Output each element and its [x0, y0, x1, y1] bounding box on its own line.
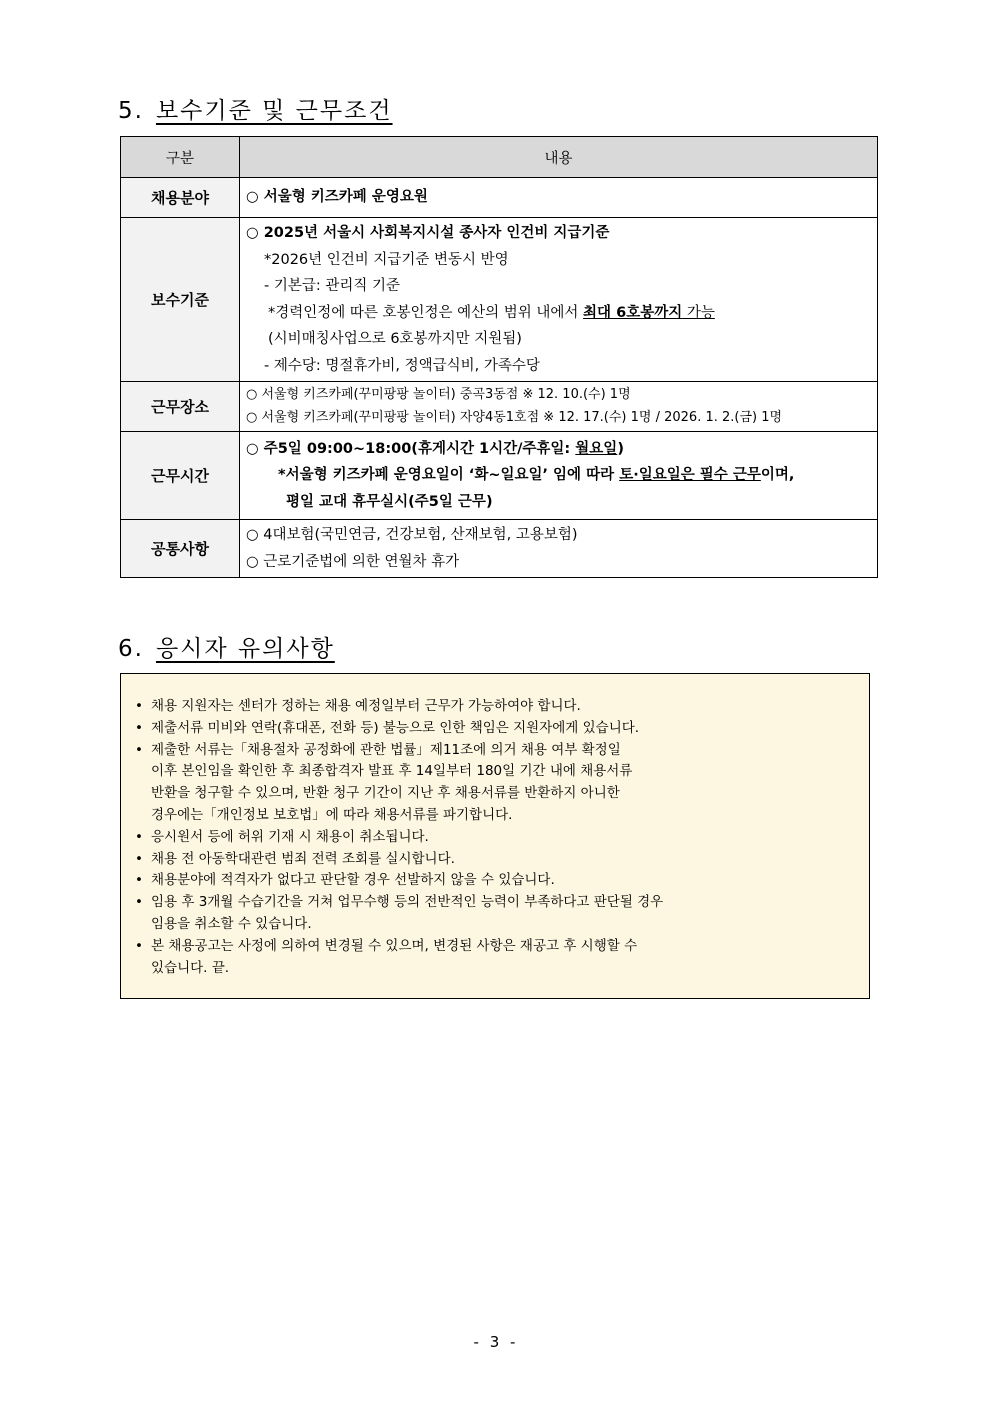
content-text: *경력인정에 따른 호봉인정은 예산의 범위 내에서	[268, 304, 584, 321]
table-row	[121, 218, 878, 382]
emphasis-text: 토·일요일은 필수 근무	[619, 467, 761, 484]
table-row	[121, 178, 878, 218]
bullet-icon: •	[135, 850, 143, 867]
bullet-icon: •	[135, 894, 143, 911]
row-label: 채용분야	[121, 178, 240, 218]
content-text: ○ 주5일 09:00~18:00(휴게시간 1시간/주휴일:	[246, 440, 576, 457]
notice-item	[135, 892, 855, 914]
content-line: *2026년 인건비 지급기준 변동시 반영	[264, 251, 509, 268]
content-line	[246, 300, 871, 327]
bullet-icon: •	[135, 698, 143, 714]
notice-continuation: 있습니다. 끝.	[151, 959, 230, 976]
content-text: 이며,	[760, 467, 795, 484]
notice-item	[135, 718, 855, 740]
notice-text: 채용 지원자는 센터가 정하는 채용 예정일부터 근무가 가능하여야 합니다.	[151, 698, 581, 714]
content-text: )	[617, 440, 624, 457]
content-line: - 기본급: 관리직 기준	[264, 278, 401, 294]
notice-text: 응시원서 등에 허위 기재 시 채용이 취소됩니다.	[151, 828, 429, 845]
row-label: 보수기준	[121, 218, 240, 382]
row-content	[240, 382, 878, 432]
section-number: 5.	[118, 98, 144, 124]
notice-continuation: 반환을 청구할 수 있으며, 반환 청구 기간이 지난 후 채용서류를 반환하지 아니한	[151, 785, 620, 802]
notice-item	[135, 849, 855, 871]
section-number: 6.	[118, 636, 144, 662]
notice-text: 제출한 서류는「채용절차 공정화에 관한 법률」제11조에 의거 채용 여부 확정일	[151, 741, 621, 758]
table-header-row	[121, 137, 878, 178]
section-title: 응시자 유의사항	[155, 636, 335, 662]
bullet-icon: •	[135, 937, 143, 954]
notice-item	[135, 870, 855, 892]
section-5-heading	[118, 92, 393, 125]
content-text: *서울형 키즈카페 운영요일이 ‘화~일요일’ 임에 따라	[278, 467, 620, 484]
content-line: ○ 근로기준법에 의한 연월차 휴가	[246, 553, 460, 570]
row-label: 공통사항	[121, 520, 240, 578]
content-line	[246, 462, 871, 489]
header-category: 구분	[121, 137, 240, 178]
notice-item	[135, 936, 855, 958]
notice-text: 채용 전 아동학대관련 범죄 전력 조회를 실시합니다.	[151, 850, 455, 867]
content-line: - 제수당: 명절휴가비, 정액급식비, 가족수당	[264, 357, 540, 374]
table-row	[121, 432, 878, 520]
row-label: 근무시간	[121, 432, 240, 520]
notice-text: 제출서류 미비와 연락(휴대폰, 전화 등) 불능으로 인한 책임은 지원자에게 있습니다.	[151, 719, 640, 736]
notice-text: 채용분야에 적격자가 없다고 판단할 경우 선발하지 않을 수 있습니다.	[151, 872, 555, 889]
notice-continuation: 임용을 취소할 수 있습니다.	[151, 915, 312, 932]
notice-item	[135, 696, 855, 718]
emphasis-text: 최대 6호봉까지	[583, 304, 683, 321]
section-6-heading	[118, 630, 335, 663]
notice-box	[120, 673, 870, 999]
content-line: (시비매칭사업으로 6호봉까지만 지원됨)	[268, 331, 522, 347]
bullet-icon: •	[135, 741, 143, 758]
content-line: ○ 서울형 키즈카페(꾸미팡팡 놀이터) 중곡3동점 ※ 12. 10.(수) 1명	[246, 387, 631, 402]
notice-continuation: 이후 본인임을 확인한 후 최종합격자 발표 후 14일부터 180일 기간 내에 채용서류	[151, 763, 633, 780]
content-line: 평일 교대 휴무실시(주5일 근무)	[286, 493, 493, 510]
bullet-icon: •	[135, 872, 143, 889]
content-line	[246, 436, 871, 463]
table-row	[121, 520, 878, 578]
section-title: 보수기준 및 근무조건	[155, 98, 393, 124]
row-label: 근무장소	[121, 382, 240, 432]
content-line: ○ 4대보험(국민연금, 건강보험, 산재보험, 고용보험)	[246, 527, 578, 543]
row-content	[240, 218, 878, 382]
notice-item	[135, 740, 855, 762]
content-text: 가능	[682, 304, 715, 321]
content-line: ○ 서울형 키즈카페 운영요원	[246, 189, 428, 206]
content-line: ○ 2025년 서울시 사회복지시설 종사자 인건비 지급기준	[246, 225, 610, 241]
table-row	[121, 382, 878, 432]
bullet-icon: •	[135, 828, 143, 845]
row-content	[240, 520, 878, 578]
emphasis-text: 월요일	[575, 440, 618, 457]
notice-item	[135, 827, 855, 849]
notice-continuation: 경우에는「개인정보 보호법」에 따라 채용서류를 파기합니다.	[151, 806, 513, 823]
notice-text: 본 채용공고는 사정에 의하여 변경될 수 있으며, 변경된 사항은 재공고 후 시행할 수	[151, 937, 638, 954]
row-content	[240, 178, 878, 218]
content-line: ○ 서울형 키즈카페(꾸미팡팡 놀이터) 자양4동1호점 ※ 12. 17.(수) 1명 / 2026. 1. 2.(금) 1명	[246, 409, 783, 425]
conditions-table	[120, 136, 878, 578]
notice-text: 임용 후 3개월 수습기간을 거쳐 업무수행 등의 전반적인 능력이 부족하다고 판단될 경우	[151, 894, 664, 911]
page-number: - 3 -	[473, 1333, 519, 1351]
row-content	[240, 432, 878, 520]
header-content: 내용	[240, 137, 878, 178]
bullet-icon: •	[135, 719, 143, 736]
